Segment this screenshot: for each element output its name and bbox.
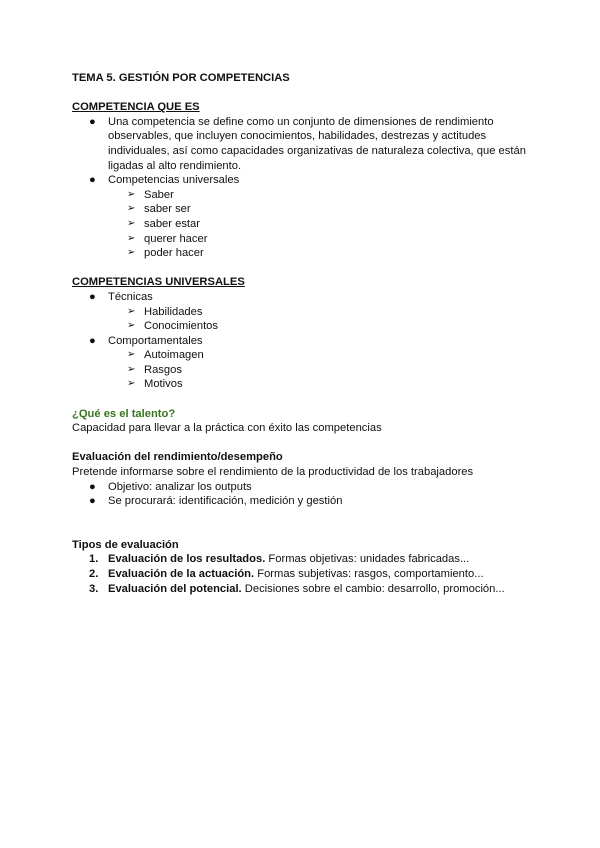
list-item: ● Competencias universales xyxy=(89,174,240,187)
universales-list xyxy=(72,290,532,392)
document-page xyxy=(72,71,532,596)
list-item: ● Comportamentales xyxy=(89,334,203,347)
evaluacion-list xyxy=(72,480,532,509)
competencia-list xyxy=(72,115,532,261)
arrow-icon: ➢ xyxy=(127,188,136,200)
sub-list-item: ➢ Habilidades xyxy=(127,305,203,318)
sub-list-item: ➢ Rasgos xyxy=(127,363,182,376)
arrow-icon: ➢ xyxy=(127,217,136,229)
sub-list-item: ➢ querer hacer xyxy=(127,232,208,245)
arrow-icon: ➢ xyxy=(127,363,136,375)
arrow-icon: ➢ xyxy=(127,247,136,259)
bullet-icon: ● xyxy=(89,495,96,508)
sub-list-item: ➢ saber ser xyxy=(127,203,191,216)
section-heading-talento: ¿Qué es el talento? xyxy=(72,407,176,420)
document-title: TEMA 5. GESTIÓN POR COMPETENCIAS xyxy=(72,72,290,84)
arrow-icon: ➢ xyxy=(127,349,136,361)
arrow-icon: ➢ xyxy=(127,232,136,244)
bullet-icon: ● xyxy=(89,334,96,347)
list-item: ● Técnicas xyxy=(89,290,153,303)
bullet-icon: ● xyxy=(89,174,96,187)
section-heading-evaluacion-rendimiento: Evaluación del rendimiento/desempeño xyxy=(72,451,283,464)
bullet-icon: ● xyxy=(89,480,96,493)
sub-list-item: ➢ saber estar xyxy=(127,217,200,230)
bullet-icon: ● xyxy=(89,290,96,303)
list-item: ● Una competencia se define como un conjunto de dimensiones de rendimiento observables, que incluyen conocimientos, habilidades, destrezas y actitudes individuales, así como capacidades organizativas de naturaleza colectiva, que están ligadas al alto rendimiento. xyxy=(89,115,526,172)
talento-text: Capacidad para llevar a la práctica con éxito las competencias xyxy=(72,422,382,435)
numbered-item: 3. Evaluación del potencial. Decisiones sobre el cambio: desarrollo, promoción... xyxy=(89,582,505,595)
section-heading-competencia: COMPETENCIA QUE ES xyxy=(72,101,200,114)
arrow-icon: ➢ xyxy=(127,305,136,317)
arrow-icon: ➢ xyxy=(127,203,136,215)
numbered-item: 2. Evaluación de la actuación. Formas subjetivas: rasgos, comportamiento... xyxy=(89,568,484,580)
sub-list-item: ➢ Motivos xyxy=(127,378,183,391)
section-heading-tipos-evaluacion: Tipos de evaluación xyxy=(72,538,179,551)
tipos-list xyxy=(72,552,532,596)
arrow-icon: ➢ xyxy=(127,378,136,390)
sub-list-item: ➢ Autoimagen xyxy=(127,349,204,362)
evaluacion-text: Pretende informarse sobre el rendimiento de la productividad de los trabajadores xyxy=(72,466,474,479)
sub-list-item: ➢ Saber xyxy=(127,188,174,201)
sub-list-item: ➢ poder hacer xyxy=(127,247,204,260)
list-item: ● Se procurará: identificación, medición y gestión xyxy=(89,495,343,508)
list-item: ● Objetivo: analizar los outputs xyxy=(89,480,252,493)
numbered-item: 1. Evaluación de los resultados. Formas objetivas: unidades fabricadas... xyxy=(89,553,470,566)
bullet-icon: ● xyxy=(89,115,96,128)
arrow-icon: ➢ xyxy=(127,320,136,332)
section-heading-universales: COMPETENCIAS UNIVERSALES xyxy=(72,276,245,289)
sub-list-item: ➢ Conocimientos xyxy=(127,320,218,333)
